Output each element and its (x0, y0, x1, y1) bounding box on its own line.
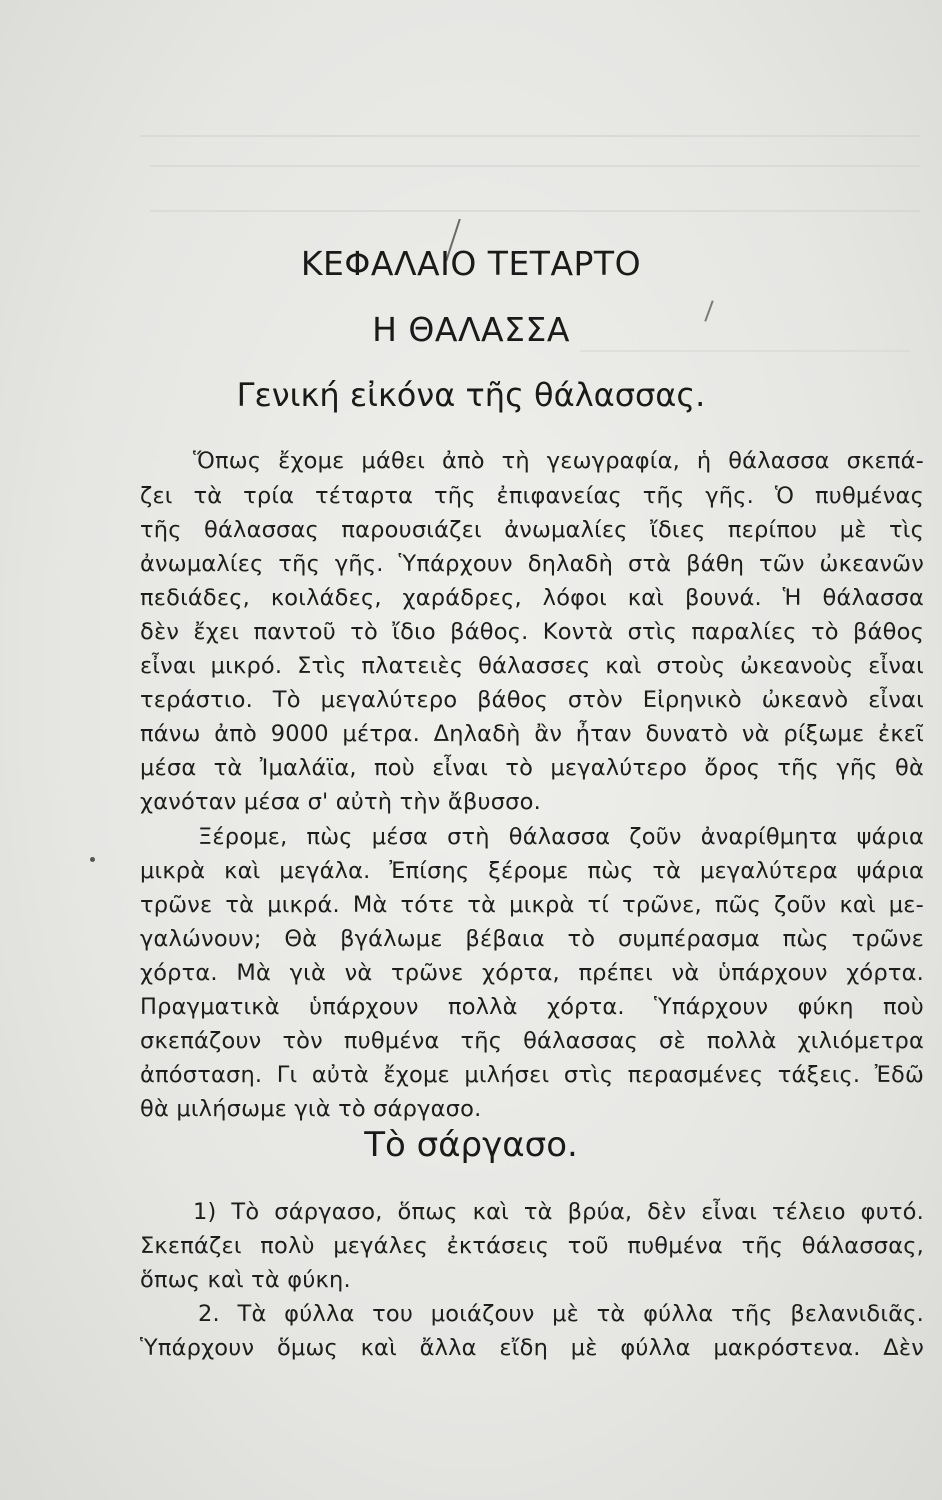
section-subtitle: Γενική εἰκόνα τῆς θάλασσας. (236, 376, 706, 414)
paragraph-line: 1) Τὸ σάργασο, ὅπως καὶ τὰ βρύα, δὲν εἶναι τέλειο φυτό. (193, 1199, 924, 1225)
paragraph-line: εἶναι μικρό. Στὶς πλατειὲς θάλασσες καὶ στοὺς ὠκεανοὺς εἶναι (140, 653, 924, 679)
paragraph-line: τρῶνε τὰ μικρά. Μὰ τότε τὰ μικρὰ τί τρῶνε, πῶς ζοῦν καὶ με- (140, 892, 924, 918)
paragraph-line: τεράστιο. Τὸ μεγαλύτερο βάθος στὸν Εἰρηνικὸ ὠκεανὸ εἶναι (140, 687, 924, 713)
show-through-shadow (580, 350, 910, 352)
paragraph-line: μέσα τὰ Ἰμαλάϊα, ποὺ εἶναι τὸ μεγαλύτερο ὄρος τῆς γῆς θὰ (140, 755, 924, 781)
paragraph-line: χανόταν μέσα σ' αὐτὴ τὴν ἄβυσσο. (140, 789, 541, 815)
paragraph-line: Ὅπως ἔχομε μάθει ἀπὸ τὴ γεωγραφία, ἡ θάλασσα σκεπά- (193, 448, 924, 474)
paragraph-line: ζει τὰ τρία τέταρτα τῆς ἐπιφανείας τῆς γῆς. Ὁ πυθμένας (140, 483, 924, 509)
section-heading: Τὸ σάργασο. (364, 1125, 578, 1165)
paragraph-line: θὰ μιλήσωμε γιὰ τὸ σάργασο. (140, 1096, 482, 1122)
paragraph-line: τῆς θάλασσας παρουσιάζει ἀνωμαλίες ἴδιες περίπου μὲ τὶς (140, 517, 924, 543)
chapter-heading: ΚΕΦΑΛΑΙΟ ΤΕΤΑΡΤΟ (300, 244, 642, 283)
paragraph-line: ἀνωμαλίες τῆς γῆς. Ὑπάρχουν δηλαδὴ στὰ βάθη τῶν ὠκεανῶν (140, 551, 924, 577)
show-through-shadow (150, 210, 920, 212)
paragraph-line: πάνω ἀπὸ 9000 μέτρα. Δηλαδὴ ἂν ἦταν δυνατὸ νὰ ρίξωμε ἐκεῖ (140, 721, 924, 747)
paragraph-line: χόρτα. Μὰ γιὰ νὰ τρῶνε χόρτα, πρέπει νὰ ὑπάρχουν χόρτα. (140, 960, 924, 986)
margin-dot (90, 857, 95, 862)
paragraph-line: Πραγματικὰ ὑπάρχουν πολλὰ χόρτα. Ὑπάρχουν φύκη ποὺ (140, 994, 924, 1020)
paragraph-line: ὅπως καὶ τὰ φύκη. (140, 1267, 351, 1293)
show-through-shadow (150, 165, 920, 167)
paragraph-line: πεδιάδες, κοιλάδες, χαράδρες, λόφοι καὶ βουνά. Ἡ θάλασσα (140, 585, 924, 611)
paragraph-line: δὲν ἔχει παντοῦ τὸ ἴδιο βάθος. Κοντὰ στὶς παραλίες τὸ βάθος (140, 619, 924, 645)
paragraph-line: σκεπάζουν τὸν πυθμένα τῆς θάλασσας σὲ πολλὰ χιλιόμετρα (140, 1028, 924, 1054)
paragraph-line: 2. Τὰ φύλλα του μοιάζουν μὲ τὰ φύλλα τῆς βελανιδιᾶς. (198, 1301, 924, 1327)
paragraph-line: Ὑπάρχουν ὅμως καὶ ἄλλα εἴδη μὲ φύλλα μακρόστενα. Δὲν (140, 1335, 924, 1361)
paragraph-line: μικρὰ καὶ μεγάλα. Ἐπίσης ξέρομε πὼς τὰ μεγαλύτερα ψάρια (140, 858, 924, 884)
paragraph-line: γαλώνουν; Θὰ βγάλωμε βέβαια τὸ συμπέρασμα πὼς τρῶνε (140, 926, 924, 952)
show-through-shadow (140, 135, 920, 137)
paragraph-line: Ξέρομε, πὼς μέσα στὴ θάλασσα ζοῦν ἀναρίθμητα ψάρια (198, 824, 924, 850)
paragraph-line: ἀπόσταση. Γι αὐτὰ ἔχομε μιλήσει στὶς περασμένες τάξεις. Ἐδῶ (140, 1062, 924, 1088)
paragraph-line: Σκεπάζει πολὺ μεγάλες ἐκτάσεις τοῦ πυθμένα τῆς θάλασσας, (140, 1233, 924, 1259)
chapter-title: Η ΘΑΛΑΣΣΑ (372, 310, 570, 349)
